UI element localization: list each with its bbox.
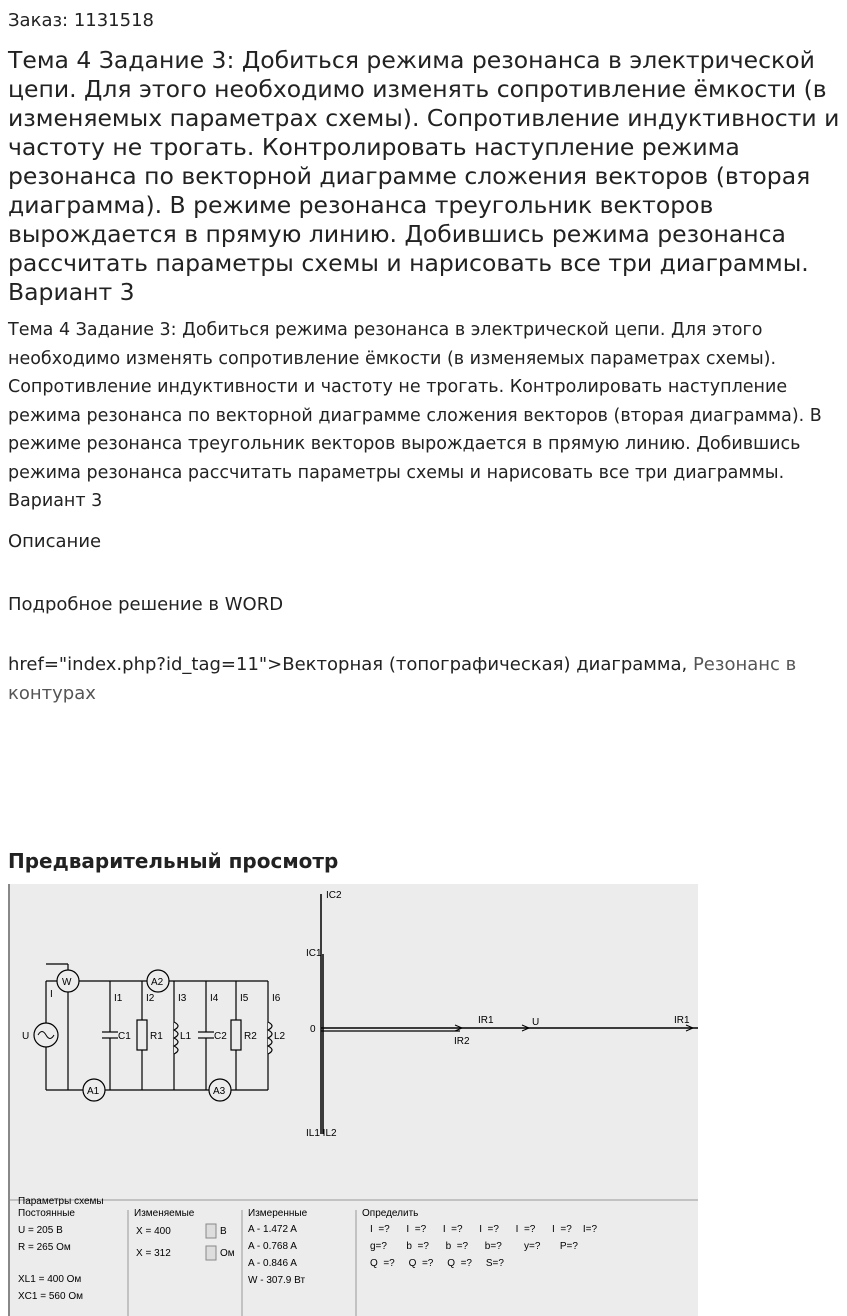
- preview-image: [8, 884, 698, 1316]
- meas-row-4: W - 307.9 Вт: [248, 1275, 306, 1286]
- label-c1: C1: [118, 1031, 131, 1042]
- label-i1: I1: [114, 993, 123, 1004]
- meas-row-3: A - 0.846 A: [248, 1258, 297, 1269]
- ammeter-a1: [83, 1079, 105, 1101]
- const-row-xc1: XC1 = 560 Ом: [18, 1291, 83, 1302]
- label-ir1-short: IR1: [478, 1015, 494, 1026]
- solution-text: Подробное решение в WORD: [8, 594, 284, 615]
- meter-a1-label: A1: [87, 1086, 100, 1097]
- meter-a2-label: A2: [151, 977, 164, 988]
- det-title: Определить: [362, 1208, 419, 1219]
- label-l1: L1: [180, 1031, 192, 1042]
- tag-link-resonance[interactable]: Резонанс в контурах: [8, 654, 797, 704]
- meas-row-1: A - 1.472 A: [248, 1224, 297, 1235]
- label-ic2: IC2: [326, 890, 342, 901]
- label-u: U: [532, 1017, 540, 1028]
- label-ic1: IC1: [306, 948, 322, 959]
- var-unit-1: В: [220, 1226, 227, 1237]
- det-row-3: Q =? Q =? Q =? S=?: [370, 1258, 504, 1269]
- det-row-1: I =? I =? I =? I =? I =? I =? I=?: [370, 1224, 598, 1235]
- description-label: Описание: [8, 531, 102, 552]
- voltage-source: [22, 1023, 58, 1047]
- det-row-2: g=? b =? b =? b=? y=? P=?: [370, 1241, 578, 1252]
- label-i6: I6: [272, 993, 281, 1004]
- label-i3: I3: [178, 993, 187, 1004]
- var-unit-2: Ом: [220, 1248, 235, 1259]
- const-title: Постоянные: [18, 1208, 75, 1219]
- var-title: Изменяемые: [134, 1208, 195, 1219]
- wattmeter: [57, 970, 79, 992]
- ammeter-a3: [209, 1079, 231, 1101]
- preview-title: Предварительный просмотр: [8, 849, 339, 873]
- const-row-xl1: XL1 = 400 Ом: [18, 1274, 82, 1285]
- meter-w-label: W: [62, 977, 72, 988]
- label-l2: L2: [274, 1031, 286, 1042]
- label-r1: R1: [150, 1031, 163, 1042]
- var-row-2: X = 312: [136, 1248, 171, 1259]
- source-label: U: [22, 1031, 30, 1042]
- const-row-r: R = 265 Ом: [18, 1242, 71, 1253]
- ammeter-a2: [147, 970, 169, 992]
- label-il: IL1 IL2: [306, 1128, 337, 1139]
- label-i4: I4: [210, 993, 219, 1004]
- label-origin: 0: [310, 1024, 316, 1035]
- stepper-1[interactable]: [206, 1224, 216, 1238]
- meas-row-2: A - 0.768 A: [248, 1241, 297, 1252]
- label-i5: I5: [240, 993, 249, 1004]
- var-row-1: X = 400: [136, 1226, 171, 1237]
- stepper-2[interactable]: [206, 1246, 216, 1260]
- vector-diagram: [321, 894, 698, 1134]
- order-number: Заказ: 1131518: [8, 10, 154, 31]
- meter-a3-label: A3: [213, 1086, 226, 1097]
- tags-prefix: href="index.php?id_tag=11">Векторная (топографическая) диаграмма,: [8, 654, 693, 675]
- task-paragraph: Тема 4 Задание 3: Добиться режима резонанса в электрической цепи. Для этого необходимо изменять сопротивление ёмкости (в изменяемых параметрах схемы). Сопротивление индуктивности и частоту не трогать. Контролировать наступление режима резонанса по векторной диаграмме сложения векторов (вторая диаграмма). В режиме резонанса треугольник векторов вырождается в прямую линию. Добившись режима резонанса рассчитать параметры схемы и нарисовать все три диаграммы. Вариант 3: [8, 320, 822, 511]
- const-row-u: U = 205 В: [18, 1225, 63, 1236]
- label-i: I: [50, 989, 53, 1000]
- tags-line: [8, 650, 838, 708]
- label-ir2: IR2: [454, 1036, 470, 1047]
- params-panel: [10, 1196, 698, 1316]
- current-labels: [50, 989, 281, 1004]
- circuit-figure: [10, 884, 698, 1316]
- label-i2: I2: [146, 993, 155, 1004]
- panel-title: Параметры схемы: [18, 1196, 104, 1207]
- meas-title: Измеренные: [248, 1208, 308, 1219]
- vector-labels: [306, 890, 690, 1139]
- label-ir1: IR1: [674, 1015, 690, 1026]
- label-r2: R2: [244, 1031, 257, 1042]
- page-title: Тема 4 Задание 3: Добиться режима резонанса в электрической цепи. Для этого необходимо изменять сопротивление ёмкости (в изменяемых параметрах схемы). Сопротивление индуктивности и частоту не трогать. Контролировать наступление режима резонанса по векторной диаграмме сложения векторов (вторая диаграмма). В режиме резонанса треугольник векторов вырождается в прямую линию. Добившись режима резонанса рассчитать параметры схемы и нарисовать все три диаграммы. Вариант 3: [8, 46, 840, 306]
- label-c2: C2: [214, 1031, 227, 1042]
